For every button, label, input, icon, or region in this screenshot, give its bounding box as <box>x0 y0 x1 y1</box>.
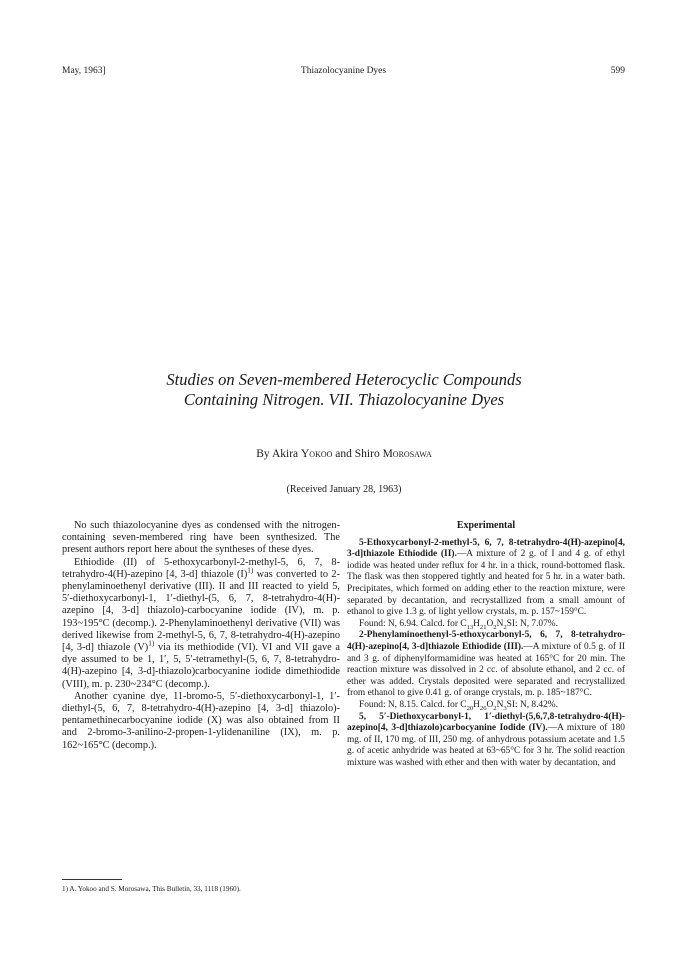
article-title-line-1: Studies on Seven-membered Heterocyclic Compounds <box>166 370 522 389</box>
experimental-entry-ii <box>347 538 625 619</box>
byline-by: By <box>256 448 270 460</box>
author-2-given: Shiro <box>354 448 380 460</box>
procedure-iii: —A mixture of 0.5 g. of II and 3 g. of diphenylformamidine was heated at 165°C for 20 min. The reaction mixture was dissolved in 2 cc. of absolute ethanol, and 2 cc. of ether was added. Crystals deposited were separated and recrystallized from ethanol to give 0.41 g. of orange crystals, m. p. 185~187°C. <box>347 641 625 699</box>
formula-part: SI: N, 7.07%. <box>506 618 558 629</box>
experimental-entry-iv <box>347 712 625 770</box>
formula-part: O <box>486 618 494 629</box>
formula-part: H <box>473 699 480 710</box>
paragraph-synthesis-part-2: was converted to 2-phenylaminoethenyl derivative (III). II and III reacted to yield 5, 5′-diethoxycarbonyl-1, 1′-diethyl-(5, 6, 7, 8-tetrahydro-4(H)-azepino [4, 3-d] thiazolo)-carbocyanine iodide (IV), m. p. 193~195°C (decomp.). 2-Phenylaminoethenyl derivative (VII) was derived likewise from 2-methyl-5, 6, 7, 8-tetrahydro-4(H)-azepino [4, 3-d] thiazole (V) <box>62 568 340 654</box>
procedure-iv: —A mixture of 180 mg. of II, 170 mg. of III, 250 mg. of anhydrous potassium acetate and 1.5 g. of acetic anhydride was heated at 63~65°C for 3 hr. The solid reaction mixture was washed with ether and then with water by decantation, and <box>347 723 625 768</box>
formula-sub: 2 <box>493 704 497 712</box>
formula-sub: 20 <box>466 704 474 712</box>
footnote-rule <box>62 879 122 880</box>
right-column <box>347 520 625 769</box>
running-head <box>62 66 625 80</box>
formula-sub: 2 <box>493 623 497 631</box>
byline-and: and <box>335 448 352 460</box>
footnote: 1) A. Yokoo and S. Morosawa, This Bulletin, 33, 1118 (1960). <box>62 885 241 893</box>
formula-sub: 13 <box>466 623 474 631</box>
formula-part: O <box>486 699 494 710</box>
experimental-entry-iii <box>347 630 625 700</box>
citation-ref-1b[interactable]: 1) <box>148 639 155 648</box>
article-title <box>40 370 648 410</box>
citation-ref-1[interactable]: 1) <box>247 566 254 575</box>
paragraph-synthesis <box>62 557 340 691</box>
section-heading-experimental: Experimental <box>456 520 516 531</box>
paragraph-synthesis-part-3: via its methiodide (VI). VI and VII gave a dye assumed to be 1, 1′, 5, 5′-tetramethyl-(5, 6, 7, 8-tetrahydro-4(H)-azepino [4, 3-d]-thiazolo)carbocyanine iodide dimethiodide (VIII), m. p. 230~234°C (decomp.). <box>62 642 340 690</box>
running-head-title: Thiazolocyanine Dyes <box>300 66 387 76</box>
formula-sub: 21 <box>479 623 487 631</box>
compound-title-iv: 5, 5′-Diethoxycarbonyl-1, 1′-diethyl-(5,6,7,8-tetrahydro-4(H)-azepino[4, 3-d]thiazolo)carbocyanine Iodide (IV). <box>347 711 625 734</box>
formula-sub: 2 <box>503 623 507 631</box>
analysis-iii-found: Found: N, 8.15. Calcd. for C <box>359 699 467 710</box>
author-1-given: Akira <box>271 448 299 460</box>
procedure-ii: —A mixture of 2 g. of I and 4 g. of ethyl iodide was heated under reflux for 4 hr. in a thick, round-bottomed flask. The flask was then stoppered tightly and heated for 5 hr. in a water bath. Precipitates, which formed on adding ether to the reaction mixture, were separated by decantation, and recrystallized from a small amount of ethanol to give 1.3 g. of light yellow crystals, m. p. 157~159°C. <box>347 549 625 618</box>
formula-part: H <box>473 618 480 629</box>
formula-part: N <box>496 618 504 629</box>
formula-part: N <box>496 699 504 710</box>
analysis-iii <box>347 700 625 712</box>
analysis-ii-found: Found: N, 6.94. Calcd. for C <box>359 618 467 629</box>
paragraph-intro: No such thiazolocyanine dyes as condensed with the nitrogen-containing seven-membered ring have been synthesized. The present authors report here about the syntheses of these dyes. <box>62 520 340 556</box>
compound-title-iii: 2-Phenylaminoethenyl-5-ethoxycarbonyl-5, 6, 7, 8-tetrahydro-4(H)-azepino[4, 3-d]thiazole Ethiodide (III). <box>347 630 625 652</box>
paragraph-synthesis-part-1: Ethiodide (II) of 5-ethoxycarbonyl-2-methyl-5, 6, 7, 8-tetrahydro-4(H)-azepino [4, 3-d] thiazole (I) <box>62 556 340 580</box>
paragraph-pentamethine: Another cyanine dye, 11-bromo-5, 5′-diethoxycarbonyl-1, 1′-diethyl-(5, 6, 7, 8-tetrahydro-4(H)-azepino [4, 3-d] thiazolo)-pentamethinecarbocyanine iodide (X) was also obtained from II and 2-bromo-3-anilino-2-propen-1-ylidenaniline (IX), m. p. 162~165°C (decomp.). <box>62 690 340 751</box>
page-number: 599 <box>610 66 625 76</box>
analysis-ii <box>347 619 625 631</box>
author-2-family: Morosawa <box>382 448 432 460</box>
formula-sub: 26 <box>479 704 487 712</box>
author-1-family: Yokoo <box>301 448 333 460</box>
left-column <box>62 520 340 752</box>
running-head-date: May, 1963] <box>62 66 106 76</box>
compound-title-ii: 5-Ethoxycarbonyl-2-methyl-5, 6, 7, 8-tetrahydro-4(H)-azepino[4, 3-d]thiazole Ethiodide (II). <box>347 537 625 560</box>
formula-part: SI: N, 8.42%. <box>506 699 558 710</box>
received-date: (Received January 28, 1963) <box>286 484 402 495</box>
formula-sub: 3 <box>503 704 507 712</box>
article-title-line-2: Containing Nitrogen. VII. Thiazolocyanine Dyes <box>183 390 505 409</box>
byline <box>40 448 648 460</box>
